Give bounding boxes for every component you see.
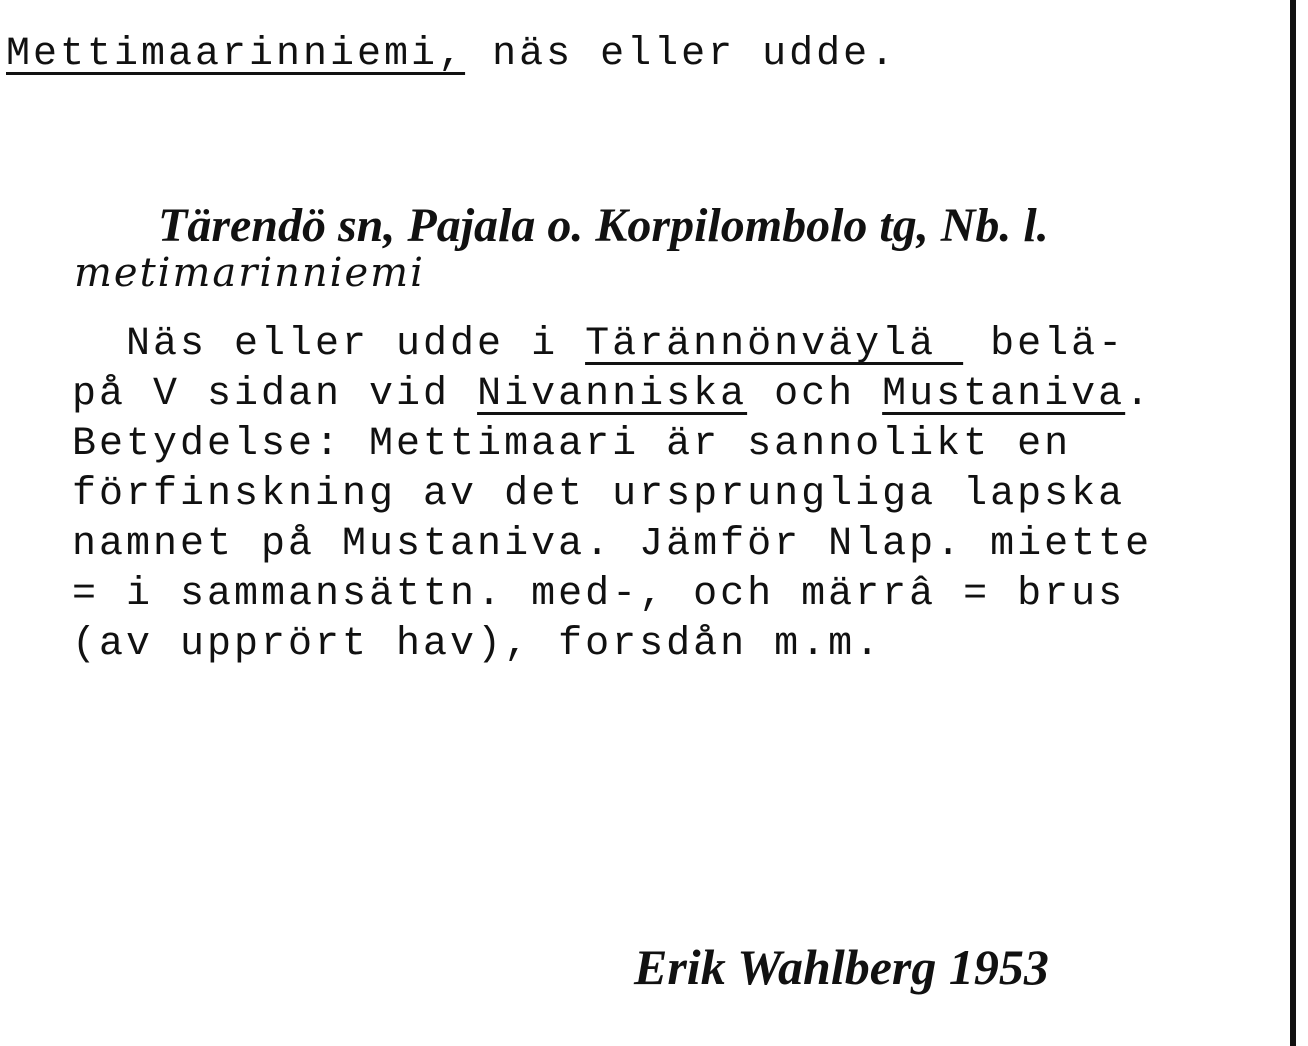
parish-line: Tärendö sn, Pajala o. Korpilombolo tg, Nb. l. [158, 199, 1049, 252]
text-segment: Näs eller udde i [72, 322, 586, 367]
card-edge-border [1290, 0, 1296, 1046]
text-segment: och [747, 372, 883, 417]
text-segment: på V sidan vid [72, 372, 478, 417]
signature: Erik Wahlberg 1953 [634, 939, 1049, 995]
text-line [72, 470, 1152, 520]
text-line [72, 420, 1152, 470]
place-name: Tärännönväylä [585, 322, 964, 367]
headword-gloss: näs eller udde. [465, 32, 898, 77]
text-segment: förfinskning av det ursprungliga lapska [72, 472, 1126, 517]
text-segment: belä- [963, 322, 1126, 367]
text-segment: = i sammansättn. med-, och märrâ = brus [72, 572, 1126, 617]
text-line [72, 520, 1152, 570]
description-text [72, 320, 1152, 670]
text-line [72, 370, 1152, 420]
place-name: Mustaniva [882, 372, 1126, 417]
text-line [72, 320, 1152, 370]
text-segment: . [1125, 372, 1153, 417]
text-segment: Betydelse: Mettimaari är sannolikt en [72, 422, 1072, 467]
text-segment: namnet på Mustaniva. Jämför Nlap. miette [72, 522, 1153, 567]
text-line [72, 570, 1152, 620]
dialect-form-handwritten: metimarinniemi [74, 250, 425, 296]
headword: Mettimaarinniemi, [6, 32, 466, 77]
text-line [72, 620, 1152, 670]
headword-line [6, 32, 897, 77]
place-name: Nivanniska [477, 372, 748, 417]
text-segment: (av upprört hav), forsdån m.m. [72, 622, 883, 667]
